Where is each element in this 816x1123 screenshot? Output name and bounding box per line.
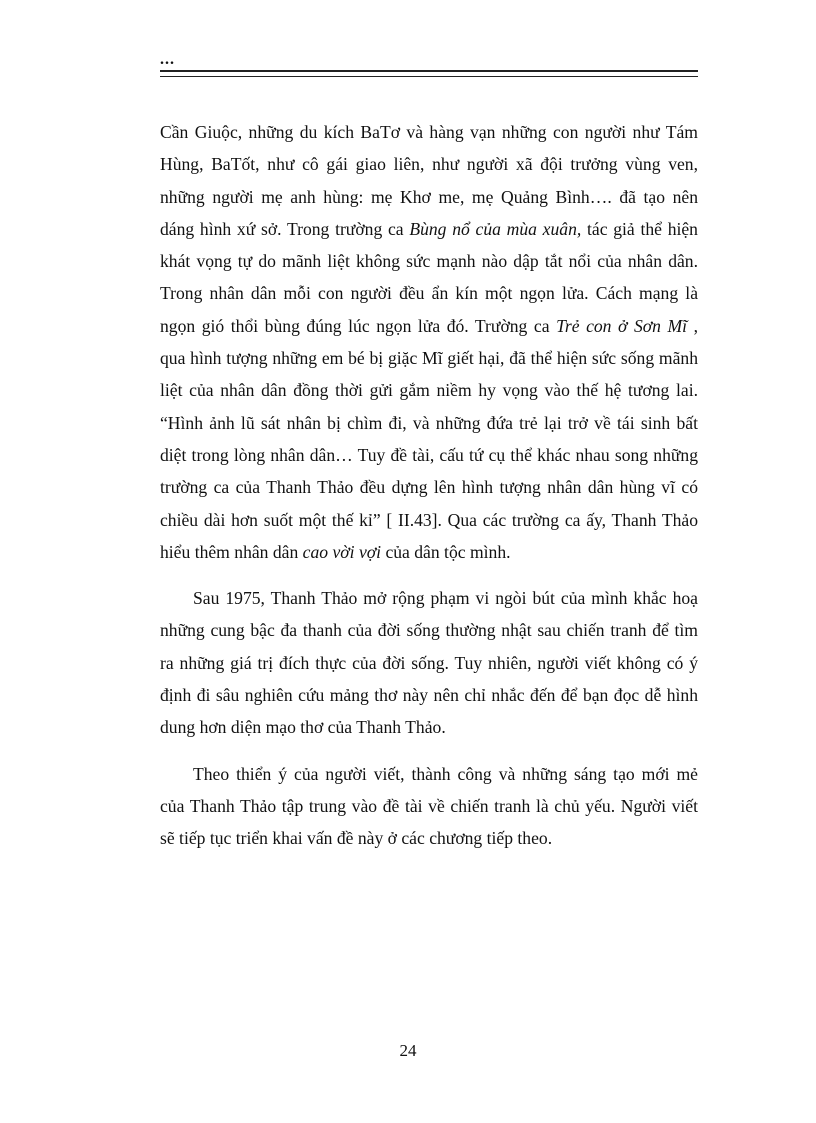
- text-line: [160, 536, 698, 568]
- text-run: định đi sâu nghiên cứu mảng thơ này nên chỉ nhắc đến để bạn đọc dễ hình: [160, 685, 698, 706]
- text-run: qua hình tượng những em bé bị giặc Mĩ giết hại, đã thể hiện sức sống mãnh: [160, 348, 698, 369]
- text-run: Sau 1975, Thanh Thảo mở rộng phạm vi ngòi bút của mình khắc hoạ: [193, 588, 698, 609]
- text-run: những người mẹ anh hùng: mẹ Khơ me, mẹ Quảng Bình…. đã tạo nên: [160, 186, 698, 207]
- page-header: [160, 52, 698, 77]
- text-run: Theo thiển ý của người viết, thành công và những sáng tạo mới mẻ: [193, 763, 698, 784]
- text-run: sẽ tiếp tục triển khai vấn đề này ở các chương tiếp theo.: [160, 828, 553, 849]
- paragraph: [160, 758, 698, 855]
- text-run: hiểu thêm nhân dân: [160, 541, 303, 562]
- text-line: [160, 790, 698, 822]
- text-line: [160, 471, 698, 503]
- text-line: [160, 277, 698, 309]
- text-line: [160, 374, 698, 406]
- text-run: khát vọng tự do mãnh liệt không sức mạnh nào dập tắt nổi của nhân dân.: [160, 251, 698, 272]
- text-run: Hùng, BaTốt, như cô gái giao liên, như người xã đội trưởng vùng ven,: [160, 154, 698, 175]
- text-line: [160, 822, 698, 854]
- text-run: của dân tộc mình.: [381, 541, 511, 562]
- text-line: [160, 439, 698, 471]
- text-run: chiều dài hơn suốt một thế kỉ” [ II.43]. Qua các trường ca ấy, Thanh Thảo: [160, 509, 698, 530]
- text-run: ngọn gió thổi bùng đúng lúc ngọn lửa đó. Trường ca: [160, 315, 557, 336]
- page-number: 24: [399, 1041, 417, 1060]
- text-run: Cần Giuộc, những du kích BaTơ và hàng vạn những con người như Tám: [160, 122, 698, 142]
- text-run: liệt của nhân dân đồng thời gửi gắm niềm hy vọng vào thế hệ tương lai.: [160, 380, 698, 401]
- paragraph: [160, 116, 698, 568]
- text-line: [160, 679, 698, 711]
- text-run: “Hình ảnh lũ sát nhân bị chìm đi, và những đứa trẻ lại trở về tái sinh bất: [160, 412, 698, 433]
- text-line: [160, 504, 698, 536]
- text-line: [160, 711, 698, 743]
- text-line: [160, 181, 698, 213]
- text-line: [160, 407, 698, 439]
- text-line: [160, 758, 698, 790]
- text-line: [160, 342, 698, 374]
- text-run: Trong nhân dân mỗi con người đều ẩn kín một ngọn lửa. Cách mạng là: [160, 283, 698, 304]
- text-line: [160, 116, 698, 148]
- text-run: của Thanh Thảo tập trung vào đề tài về chiến tranh là chủ yếu. Người viết: [160, 795, 698, 816]
- text-run: trường ca của Thanh Thảo đều dựng lên hình tượng nhân dân hùng vĩ có: [160, 477, 698, 498]
- text-line: [160, 310, 698, 342]
- text-run: diệt trong lòng nhân dân… Tuy đề tài, cấu tứ cụ thể khác nhau song những: [160, 444, 698, 465]
- italic-title: Bùng nổ của mùa xuân,: [409, 218, 582, 239]
- text-run: dung hơn diện mạo thơ của Thanh Thảo.: [160, 717, 446, 738]
- text-line: [160, 614, 698, 646]
- text-run: ra những giá trị đích thực của đời sống. Tuy nhiên, người viết không có ý: [160, 652, 698, 673]
- text-run: những cung bậc đa thanh của đời sống thường nhật sau chiến tranh để tìm: [160, 620, 698, 641]
- text-line: [160, 148, 698, 180]
- text-line: [160, 647, 698, 679]
- header-rule: [160, 70, 698, 77]
- text-line: [160, 582, 698, 614]
- italic-title: cao vời vợi: [302, 541, 382, 562]
- text-line: [160, 245, 698, 277]
- italic-title: Trẻ con ở Sơn Mĩ: [556, 315, 688, 336]
- text-run: ,: [687, 315, 698, 336]
- text-line: [160, 213, 698, 245]
- text-run: tác giả thể hiện: [581, 218, 698, 239]
- body-text: [160, 116, 698, 869]
- paragraph: [160, 582, 698, 743]
- text-run: dáng hình xứ sở. Trong trường ca: [160, 218, 410, 239]
- header-ellipsis: ...: [160, 51, 175, 68]
